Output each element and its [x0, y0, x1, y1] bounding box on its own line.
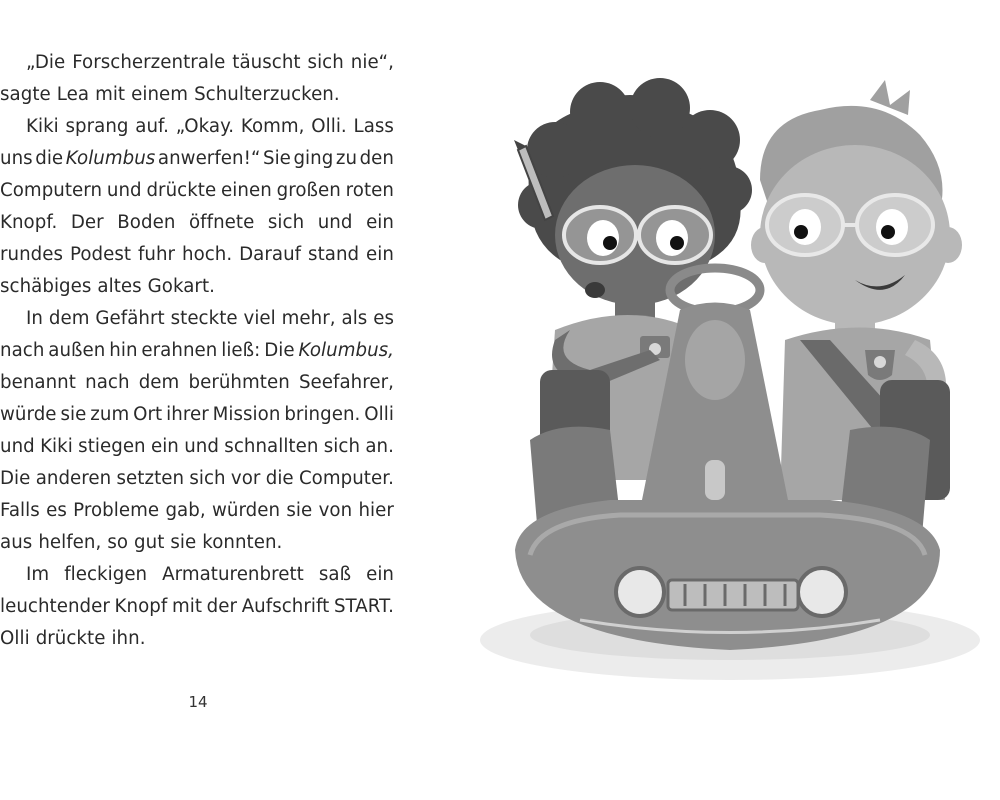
- word: und: [317, 212, 353, 233]
- word: zu: [335, 148, 358, 169]
- word: Aufschrift: [241, 596, 330, 617]
- text-line: [0, 303, 394, 335]
- word: sich: [323, 436, 361, 457]
- text-line: [0, 239, 394, 271]
- word: sich: [189, 468, 226, 489]
- word: altes: [97, 276, 142, 297]
- word: gab,: [165, 500, 206, 521]
- word: Kiki: [40, 436, 73, 457]
- word: an.: [365, 436, 394, 457]
- word: täuscht: [232, 52, 301, 73]
- word: rundes: [0, 244, 64, 265]
- word: Gokart.: [147, 276, 215, 297]
- word: Kolumbus,: [298, 340, 394, 361]
- word: Lass: [353, 116, 394, 137]
- word: Boden: [117, 212, 176, 233]
- word: nach: [0, 340, 45, 361]
- word: es: [46, 500, 67, 521]
- page-number: 14: [188, 693, 208, 711]
- word: sprang: [65, 116, 129, 137]
- word: den: [359, 148, 394, 169]
- word: roten: [345, 180, 394, 201]
- text-line: [0, 495, 394, 527]
- word: bringen.: [284, 404, 361, 425]
- text-line: [0, 623, 394, 655]
- word: einem: [131, 84, 189, 105]
- word: mit: [171, 596, 203, 617]
- word: sie: [60, 404, 87, 425]
- text-line: [0, 399, 394, 431]
- word: Gefährt: [95, 308, 165, 329]
- word: Kolumbus: [65, 148, 156, 169]
- word: schäbiges: [0, 276, 92, 297]
- gokart-illustration: [460, 40, 1000, 740]
- word: als: [341, 308, 368, 329]
- word: fleckigen: [64, 564, 148, 585]
- text-line: [0, 79, 394, 111]
- word: Computern: [0, 180, 103, 201]
- word: stand: [308, 244, 360, 265]
- word: Lea: [56, 84, 90, 105]
- word: „Okay.: [175, 116, 235, 137]
- word: Olli: [364, 404, 394, 425]
- word: nach: [85, 372, 130, 393]
- word: anwerfen!“: [157, 148, 261, 169]
- word: zum: [90, 404, 130, 425]
- word: ein: [366, 212, 394, 233]
- word: würden: [211, 500, 281, 521]
- text-line: [0, 271, 394, 303]
- word: steckte: [170, 308, 238, 329]
- text-line: [0, 47, 394, 79]
- word: uns: [0, 148, 33, 169]
- word: und: [184, 436, 219, 457]
- word: Olli: [0, 628, 30, 649]
- word: fuhr: [137, 244, 176, 265]
- word: auf.: [135, 116, 170, 137]
- text-line: [0, 431, 394, 463]
- word: ihn.: [111, 628, 146, 649]
- text-line: [0, 175, 394, 207]
- word: außen: [48, 340, 106, 361]
- word: stiegen: [78, 436, 146, 457]
- word: hoch.: [182, 244, 233, 265]
- word: einen: [221, 180, 272, 201]
- text-line: [0, 111, 394, 143]
- word: Kiki: [26, 116, 59, 137]
- word: großen: [276, 180, 341, 201]
- word: mit: [95, 84, 126, 105]
- word: öffnete: [188, 212, 255, 233]
- word: Im: [26, 564, 50, 585]
- text-line: [0, 207, 394, 239]
- word: würde: [0, 404, 57, 425]
- word: berühmten: [188, 372, 290, 393]
- word: die: [35, 148, 64, 169]
- word: dem: [138, 372, 180, 393]
- word: Probleme: [73, 500, 160, 521]
- word: „Die: [26, 52, 66, 73]
- word: sagte: [0, 84, 51, 105]
- word: START.: [333, 596, 394, 617]
- word: schnallten: [224, 436, 319, 457]
- word: ihrer: [166, 404, 209, 425]
- text-line: [0, 143, 394, 175]
- word: viel: [243, 308, 276, 329]
- word: Ort: [133, 404, 163, 425]
- word: setzten: [116, 468, 185, 489]
- word: konnten.: [202, 532, 283, 553]
- word: benannt: [0, 372, 76, 393]
- word: Computer.: [298, 468, 394, 489]
- word: gut: [134, 532, 165, 553]
- word: Mission: [212, 404, 281, 425]
- word: nie“,: [350, 52, 394, 73]
- word: Die: [0, 468, 31, 489]
- word: Podest: [69, 244, 132, 265]
- word: sich: [307, 52, 344, 73]
- word: sie: [170, 532, 197, 553]
- word: hier: [358, 500, 394, 521]
- text-line: [0, 335, 394, 367]
- word: anderen: [35, 468, 112, 489]
- word: leuchtender: [0, 596, 110, 617]
- word: drückte: [35, 628, 106, 649]
- word: und: [0, 436, 35, 457]
- word: dem: [48, 308, 90, 329]
- word: Knopf: [114, 596, 168, 617]
- word: Komm,: [240, 116, 305, 137]
- word: vor: [230, 468, 261, 489]
- word: hin: [109, 340, 138, 361]
- word: drückte: [146, 180, 217, 201]
- body-text: [0, 47, 394, 655]
- word: saß: [318, 564, 352, 585]
- word: ein: [366, 564, 394, 585]
- word: aus: [0, 532, 33, 553]
- word: Schulterzucken.: [194, 84, 340, 105]
- word: Die: [264, 340, 295, 361]
- word: ließ:: [221, 340, 261, 361]
- word: Forscherzentrale: [72, 52, 226, 73]
- word: die: [265, 468, 294, 489]
- word: ging: [293, 148, 334, 169]
- word: Darauf: [239, 244, 302, 265]
- word: Der: [70, 212, 104, 233]
- word: ein: [150, 436, 179, 457]
- word: helfen,: [38, 532, 102, 553]
- word: sich: [267, 212, 305, 233]
- word: Olli.: [311, 116, 347, 137]
- text-line: [0, 591, 394, 623]
- word: es: [373, 308, 394, 329]
- word: der: [206, 596, 238, 617]
- word: sie: [286, 500, 313, 521]
- text-line: [0, 463, 394, 495]
- word: Armaturenbrett: [162, 564, 304, 585]
- word: von: [318, 500, 353, 521]
- word: ein: [366, 244, 394, 265]
- word: mehr,: [281, 308, 336, 329]
- word: Sie: [262, 148, 291, 169]
- word: Falls: [0, 500, 40, 521]
- word: In: [26, 308, 43, 329]
- word: und: [106, 180, 142, 201]
- text-line: [0, 527, 394, 559]
- text-line: [0, 367, 394, 399]
- word: Knopf.: [0, 212, 58, 233]
- word: Seefahrer,: [298, 372, 394, 393]
- text-line: [0, 559, 394, 591]
- word: so: [107, 532, 129, 553]
- word: erahnen: [141, 340, 218, 361]
